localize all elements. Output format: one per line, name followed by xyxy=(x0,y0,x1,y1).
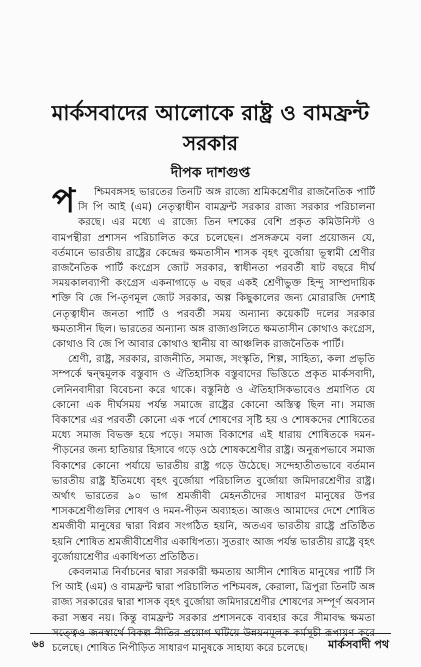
page-number: ৬৪ xyxy=(32,639,45,650)
author-name: দীপক দাশগুপ্ত xyxy=(170,165,251,181)
footer-divider xyxy=(30,633,391,634)
article-title-continued: সরকার xyxy=(182,131,238,155)
article-title: মার্কসবাদের আলোকে রাষ্ট্র ও বামফ্রন্ট xyxy=(51,101,370,125)
paragraph-text: কেবলমাত্র নির্বাচনের দ্বারা সরকারী ক্ষমতায় আসীন শোষিত মানুষের পার্টি সি পি আই (এম) ও বামফ্রন্ট দ্বারা পরিচালিত পশ্চিমবঙ্গ, কেরালা, ত্রিপুরা তিনটি অঙ্গ রাজ্য সরকারের দ্বারা শাসক বৃহৎ বুর্জোয়া জমিদারশ্রেণীর শোষণের সম্পূর্ণ অবসান করা সম্ভব নয়। কিন্তু বামফ্রন্ট সরকার প্রশাসনকে ব্যবহার করে সীমাবদ্ধ ক্ষমতা সত্ত্বেও জনস্বার্থে বিকল্প নীতির প্রয়োগ ঘটিয়ে উন্নয়নমূলক কর্মসূচী রূপায়ণ করে চলেছে। শোষিত নিপীড়িত সাধারণ মানুষকে সাহায্য করে চলেছে। xyxy=(52,567,375,655)
paragraph xyxy=(52,352,375,565)
drop-cap: প xyxy=(52,181,76,221)
paragraph xyxy=(52,565,375,656)
paragraph xyxy=(52,181,375,352)
paragraph-text: শ্রেণী, রাষ্ট্র, সরকার, রাজনীতি, সমাজ, সংস্কৃতি, শিল্প, সাহিত্য, কলা প্রভৃতি সম্পর্কে দ্বন্দ্বমূলক বস্তুবাদ ও ঐতিহাসিক বস্তুবাদের ভিত্তিতে প্রকৃত মার্কসবাদী, লেনিনবাদীরা বিবেচনা করে থাকে। বস্তুনিষ্ঠ ও ঐতিহাসিকভাবেও প্রমাণিত যে কোনো এক দীর্ঘসময় পর্যন্ত সমাজে রাষ্ট্রের কোনো অস্তিত্ব ছিল না। সমাজ বিকাশের এর পরবর্তী কোনো এক পর্বে শোষণের সৃষ্টি হয় ও শোষকদের শোষিতের মধ্যে সমাজ বিভক্ত হয়ে পড়ে। সমাজ বিকাশের এই ধারায় শোষিতকে দমন-পীড়নের জন্য হাতিয়ার হিসাবে গড়ে ওঠে শোষকশ্রেণীর রাষ্ট্র। অনুরূপভাবে সমাজ বিকাশের কোনো পর্যায়ে ভারতীয় রাষ্ট্র গড়ে উঠেছে। সন্দেহাতীতভাবে বর্তমান ভারতীয় রাষ্ট্র ইতিমধ্যে বৃহৎ বুর্জোয়া পরিচালিত বুর্জোয়া জমিদারশ্রেণীর রাষ্ট্র। অর্থাৎ ভারতের ৯০ ভাগ শ্রমজীবী মেহনতীদের সাধারণ মানুষের উপর শাসকশ্রেণীগুলির শোষণ ও দমন-পীড়ন অব্যাহত। আজও আমাদের দেশে শোষিত শ্রমজীবী মানুষের দ্বারা বিপ্লব সংগঠিত হয়নি, অতএব ভারতীয় রাষ্ট্রে প্রতিষ্ঠিত হয়নি শোষিত শ্রমজীবীশ্রেণীর একাধিপত্য। সুতরাং আজ পর্যন্ত ভারতীয় রাষ্ট্রে বৃহৎ বুর্জোয়াশ্রেণীর একাধিপত্য প্রতিষ্ঠিত। xyxy=(52,354,375,563)
paragraph-text: শ্চিমবঙ্গসহ ভারতের তিনটি অঙ্গ রাজ্যে শ্রমিকশ্রেণীর রাজনৈতিক পার্টি সি পি আই (এম) নেতৃত্বাধীন বামফ্রন্ট সরকার রাজ্য সরকার পরিচালনা করছে। এর মধ্যে এ রাজ্যে তিন দশকের বেশি প্রকৃত কমিউনিস্ট ও বামপন্থীরা প্রশাসন পরিচালিত করে চলেছেন। প্রসঙ্গক্রমে বলা প্রয়োজন যে, বর্তমানে ভারতীয় রাষ্ট্রের কেন্দ্রের ক্ষমতাসীন শাসক বৃহৎ বুর্জোয়া ভূস্বামী শ্রেণীর রাজনৈতিক পার্টি কংগ্রেস জোট সরকার, স্বাধীনতা পরবর্তী ষাট বছরে দীর্ঘ সময়কালব্যাপী কংগ্রেস একনাগাড়ে ৬ বছর একই শ্রেণীভুক্ত হিন্দু সাম্প্রদায়িক শক্তি বি জে পি-তৃণমূল জোট সরকার, অল্প কিছুকালের জন্য মোরারজি দেশাই নেতৃত্বাধীন জনতা পার্টি ও পরবর্তী সময় অন্যান্য কয়েকটি দলের সরকার ক্ষমতাসীন ছিল। ভারতের অন্যান্য অঙ্গ রাজ্যগুলিতে ক্ষমতাসীন কোথাও কংগ্রেস, কোথাও বি জে পি আবার কোথাও স্থানীয় বা আঞ্চলিক রাজনৈতিক পার্টি। xyxy=(52,187,375,351)
running-title: মার্কসবাদী পথ xyxy=(328,638,389,651)
article-body xyxy=(52,181,375,656)
